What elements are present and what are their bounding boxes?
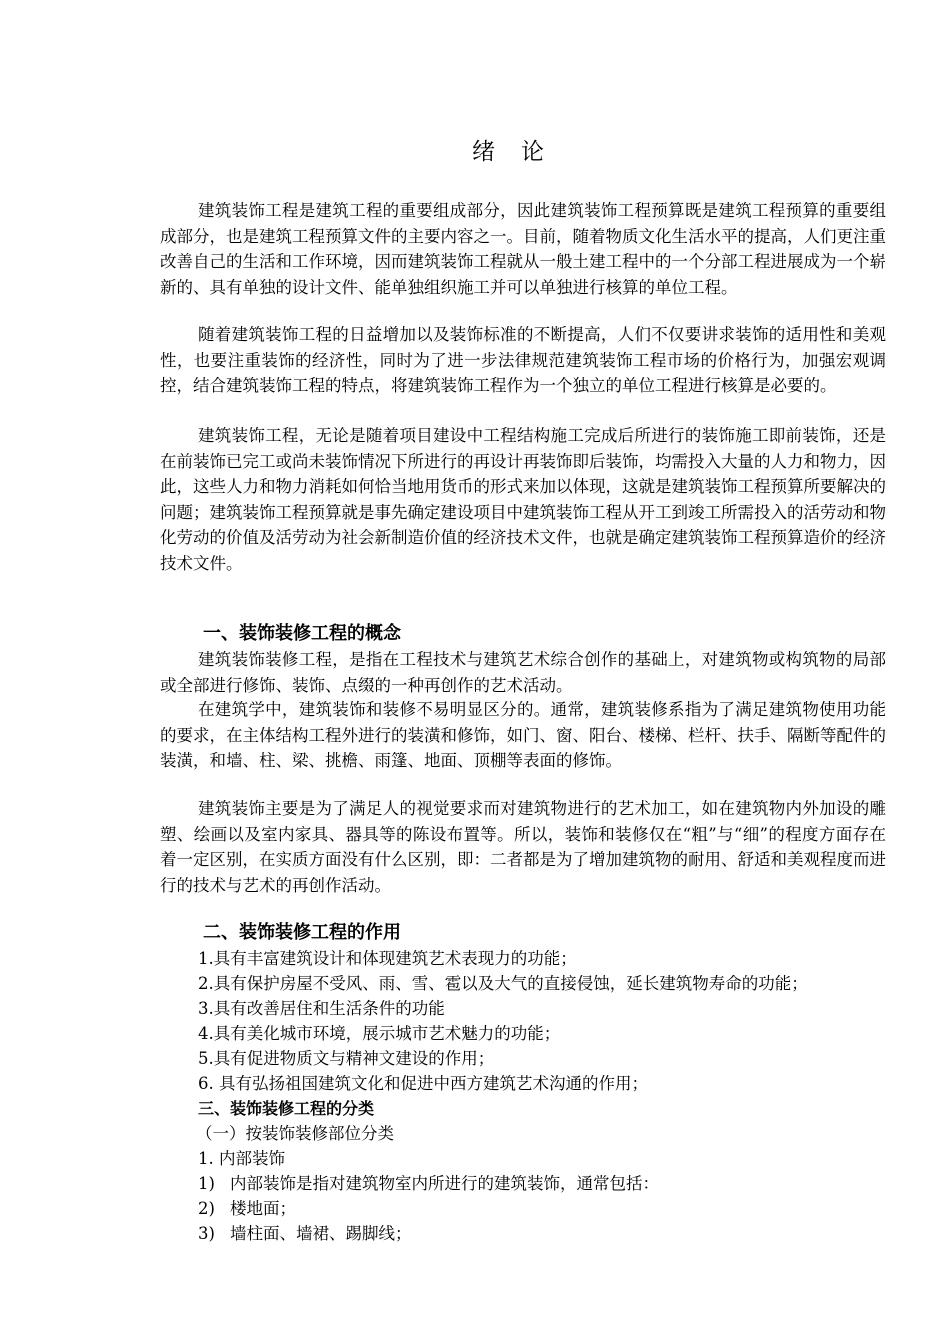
list-item-text: 楼地面； — [230, 1199, 296, 1218]
section-heading-concept: 一、装饰装修工程的概念 — [203, 623, 401, 644]
list-item-number: 2) — [198, 1199, 215, 1218]
function-item: 5.具有促进物质文与精神文建设的作用； — [198, 1049, 495, 1068]
subsection-title: （一）按装饰装修部位分类 — [196, 1124, 394, 1143]
concept-paragraph-3: 建筑装饰主要是为了满足人的视觉要求而对建筑物进行的艺术加工，如在建筑物内外加设的雕塑、绘画以及室内家具、器具等的陈设布置等。所以，装饰和装修仅在“粗”与“细”的程度方面存在着一定区别，在实质方面没有什么区别，即：二者都是为了增加建筑物的耐用、舒适和美观程度而进行的技术与艺术的再创作活动。 — [160, 799, 886, 895]
list-item — [198, 1171, 659, 1196]
page-title: 绪论 — [472, 139, 570, 165]
concept-paragraph-1: 建筑装饰装修工程，是指在工程技术与建筑艺术综合创作的基础上，对建筑物或构筑物的局部或全部进行修饰、装饰、点缀的一种再创作的艺术活动。 — [160, 650, 886, 695]
subsection-title: 1. 内部装饰 — [198, 1149, 285, 1168]
list-item-text: 墙柱面、墙裙、踢脚线； — [230, 1224, 412, 1243]
function-item: 2.具有保护房屋不受风、雨、雪、雹以及大气的直接侵蚀，延长建筑物寿命的功能； — [198, 974, 808, 993]
list-item-text: 内部装饰是指对建筑物室内所进行的建筑装饰，通常包括： — [230, 1174, 659, 1193]
intro-paragraph-3: 建筑装饰工程，无论是随着项目建设中工程结构施工完成后所进行的装饰施工即前装饰，还是在前装饰已完工或尚未装饰情况下所进行的再设计再装饰即后装饰，均需投入大量的人力和物力，因此，这些人力和物力消耗如何恰当地用货币的形式来加以体现，这就是建筑装饰工程预算所要解决的问题；建筑装饰工程预算就是事先确定建设项目中建筑装饰工程从开工到竣工所需投入的活劳动和物化劳动的价值及活劳动为社会新制造价值的经济技术文件，也就是确定建筑装饰工程预算造价的经济技术文件。 — [160, 426, 886, 573]
list-item-number: 3) — [198, 1224, 215, 1243]
intro-paragraph-1: 建筑装饰工程是建筑工程的重要组成部分，因此建筑装饰工程预算既是建筑工程预算的重要组成部分，也是建筑工程预算文件的主要内容之一。目前，随着物质文化生活水平的提高，人们更注重改善自己的生活和工作环境，因而建筑装饰工程就从一般土建工程中的一个分部工程进展成为一个崭新的、具有单独的设计文件、能单独组织施工并可以单独进行核算的单位工程。 — [160, 201, 886, 297]
list-item-number: 1) — [198, 1174, 215, 1193]
list-item — [198, 1221, 412, 1246]
list-item — [198, 1196, 296, 1221]
function-item: 6. 具有弘扬祖国建筑文化和促进中西方建筑艺术沟通的作用； — [198, 1074, 648, 1093]
function-item: 4.具有美化城市环境，展示城市艺术魅力的功能； — [198, 1024, 561, 1043]
intro-paragraph-2: 随着建筑装饰工程的日益增加以及装饰标准的不断提高，人们不仅要讲求装饰的适用性和美观性，也要注重装饰的经济性，同时为了进一步法律规范建筑装饰工程市场的价格行为，加强宏观调控，结合建筑装饰工程的特点，将建筑装饰工程作为一个独立的单位工程进行核算是必要的。 — [160, 325, 886, 396]
section-heading-function: 二、装饰装修工程的作用 — [203, 922, 401, 943]
section-heading-classification: 三、装饰装修工程的分类 — [198, 1099, 375, 1118]
concept-paragraph-2: 在建筑学中，建筑装饰和装修不易明显区分的。通常，建筑装修系指为了满足建筑物使用功能的要求，在主体结构工程外进行的装潢和修饰，如门、窗、阳台、楼梯、栏杆、扶手、隔断等配件的装潢，和墙、柱、梁、挑檐、雨篷、地面、顶棚等表面的修饰。 — [160, 700, 886, 771]
function-item: 1.具有丰富建筑设计和体现建筑艺术表现力的功能； — [198, 949, 577, 968]
function-item: 3.具有改善居住和生活条件的功能 — [198, 999, 445, 1018]
